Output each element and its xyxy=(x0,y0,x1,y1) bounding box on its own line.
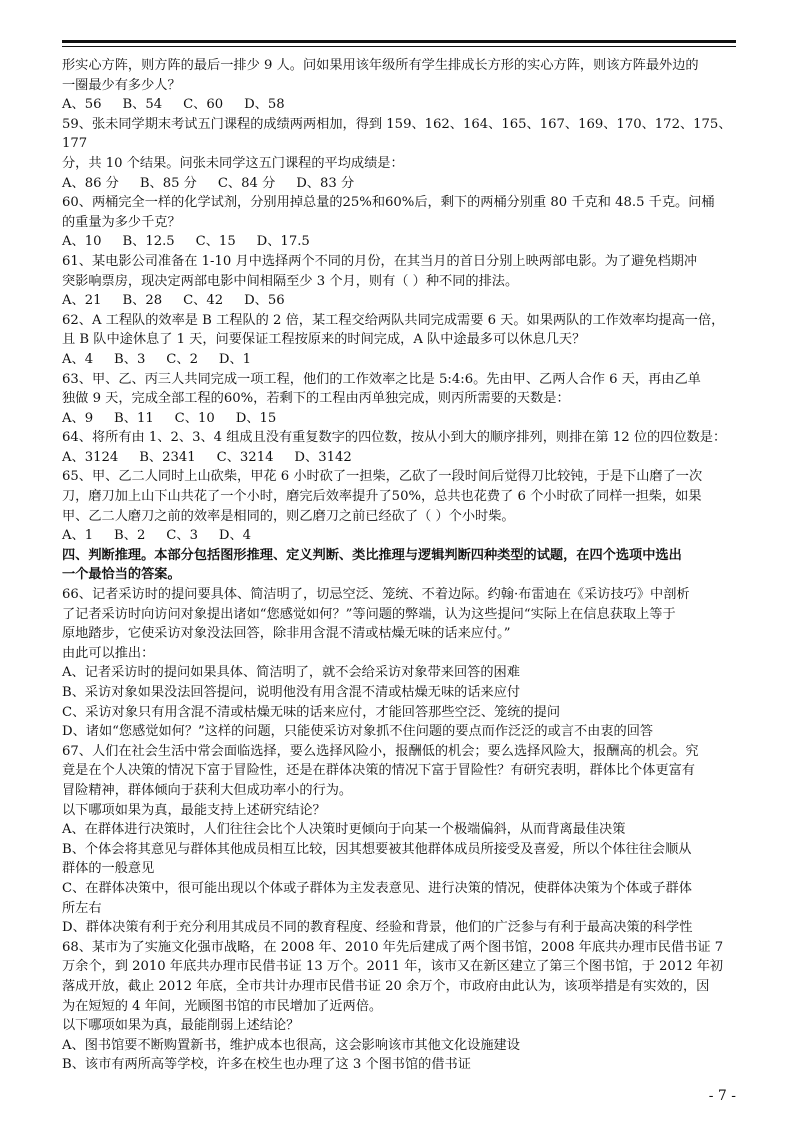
q68-line-5: 以下哪项如果为真，最能削弱上述结论？ xyxy=(62,1018,300,1034)
q67-option-d: D、群体决策有利于充分利用其成员不同的教育程度、经验和背景，他们的广泛参与有利于最高决策的科学性 xyxy=(62,920,693,936)
section-heading-line-1: 四、判断推理。本部分包括图形推理、定义判断、类比推理与逻辑判断四种类型的试题，在四个选项中选出 xyxy=(62,547,682,563)
q66-option-c: C、采访对象只有用含混不清或枯燥无味的话来应付，才能回答那些空泛、笼统的提问 xyxy=(62,704,561,720)
q64-line-1: 64、将所有由 1、2、3、4 组成且没有重复数字的四位数，按从小到大的顺序排列，则排在第 12 位的四位数是： xyxy=(62,430,727,446)
q65-line-2: 刀，磨刀加上山下山共花了一个小时，磨完后效率提升了50%，总共也花费了 6 个小时砍了同样一担柴，如果 xyxy=(62,489,702,505)
q60-options: A、10 B、12.5 C、15 D、17.5 xyxy=(62,234,310,250)
q58-line-2: 一圈最少有多少人？ xyxy=(62,77,181,93)
q62-line-1: 62、A 工程队的效率是 B 工程队的 2 倍，某工程交给两队共同完成需要 6 天。如果两队的工作效率均提高一倍， xyxy=(62,312,725,328)
q67-option-b-2: 群体的一般意见 xyxy=(62,861,155,877)
q58-options: A、56 B、54 C、60 D、58 xyxy=(62,97,285,113)
q66-line-2: 了记者采访时向访问对象提出诸如“您感觉如何？”等问题的弊端，认为这些提问“实际上在信息获取上等于 xyxy=(62,606,676,622)
q67-option-c-1: C、在群体决策中，很可能出现以个体或子群体为主发表意见、进行决策的情况，使群体决策为个体或子群体 xyxy=(62,880,692,896)
q60-line-1: 60、两桶完全一样的化学试剂，分别用掉总量的25%和60%后，剩下的两桶分别重 80 千克和 48.5 千克。问桶 xyxy=(62,195,715,211)
page-content xyxy=(62,56,738,1075)
q68-line-1: 68、某市为了实施文化强市战略，在 2008 年、2010 年先后建成了两个图书馆，2008 年底共办理市民借书证 7 xyxy=(62,939,724,955)
q67-line-3: 冒险精神，群体倾向于获利大但成功率小的行为。 xyxy=(62,782,353,798)
q68-option-b: B、该市有两所高等学校，许多在校生也办理了这 3 个图书馆的借书证 xyxy=(62,1057,471,1073)
q61-options: A、21 B、28 C、42 D、56 xyxy=(62,293,285,309)
q67-line-2: 竟是在个人决策的情况下富于冒险性，还是在群体决策的情况下富于冒险性？有研究表明，群体比个体更富有 xyxy=(62,763,695,779)
q61-line-2: 突影响票房，现决定两部电影中间相隔至少 3 个月，则有（ ）种不同的排法。 xyxy=(62,273,519,289)
q66-line-1: 66、记者采访时的提问要具体、简洁明了，切忌空泛、笼统、不着边际。约翰·布雷迪在《采访技巧》中剖析 xyxy=(62,587,690,603)
q68-line-3: 落成开放，截止 2012 年底，全市共计办理市民借书证 20 余万个，市政府由此认为，该项举措是有实效的，因 xyxy=(62,978,710,994)
q63-line-1: 63、甲、乙、丙三人共同完成一项工程，他们的工作效率之比是 5:4:6。先由甲、乙两人合作 6 天，再由乙单 xyxy=(62,371,701,387)
page-number: - 7 - xyxy=(708,1088,736,1104)
q68-option-a: A、图书馆要不断购置新书，维护成本也很高，这会影响该市其他文化设施建设 xyxy=(62,1037,520,1053)
header-rule-thick xyxy=(62,40,736,43)
q65-line-3: 甲、乙二人磨刀之前的效率是相同的，则乙磨刀之前已经砍了（ ）个小时柴。 xyxy=(62,508,515,524)
q61-line-1: 61、某电影公司准备在 1-10 月中选择两个不同的月份，在其当月的首日分别上映两部电影。为了避免档期冲 xyxy=(62,253,698,269)
q66-option-b: B、采访对象如果没法回答提问，说明他没有用含混不清或枯燥无味的话来应付 xyxy=(62,685,521,700)
q66-line-3: 原地踏步，它使采访对象没法回答，除非用含混不清或枯燥无味的话来应付。” xyxy=(62,626,511,642)
q67-option-b-1: B、个体会将其意见与群体其他成员相互比较，因其想要被其他群体成员所接受及喜爱，所以个体往往会顺从 xyxy=(62,841,692,857)
q59-options: A、86 分 B、85 分 C、84 分 D、83 分 xyxy=(62,175,355,191)
q65-line-1: 65、甲、乙二人同时上山砍柴，甲花 6 小时砍了一担柴，乙砍了一段时间后觉得刀比较钝，于是下山磨了一次 xyxy=(62,469,703,485)
q59-line-2: 分，共 10 个结果。问张未同学这五门课程的平均成绩是： xyxy=(62,155,404,171)
q60-line-2: 的重量为多少千克？ xyxy=(62,214,181,230)
q64-options: A、3124 B、2341 C、3214 D、3142 xyxy=(62,449,352,465)
q67-option-a: A、在群体进行决策时，人们往往会比个人决策时更倾向于向某一个极端偏斜，从而背离最佳决策 xyxy=(62,822,626,838)
q67-line-1: 67、人们在社会生活中常会面临选择，要么选择风险小，报酬低的机会；要么选择风险大，报酬高的机会。究 xyxy=(62,743,699,759)
section-heading-line-2: 一个最恰当的答案。 xyxy=(62,567,181,583)
q66-line-4: 由此可以推出： xyxy=(62,645,155,661)
q63-options: A、9 B、11 C、10 D、15 xyxy=(62,410,277,426)
header-rule-thin xyxy=(62,46,736,47)
q65-options: A、1 B、2 C、3 D、4 xyxy=(62,528,252,544)
q62-line-2: 且 B 队中途休息了 1 天，问要保证工程按原来的时间完成，A 队中途最多可以休息几天？ xyxy=(62,332,586,348)
q67-option-c-2: 所左右 xyxy=(62,900,102,916)
q66-option-a: A、记者采访时的提问如果具体、简洁明了，就不会给采访对象带来回答的困难 xyxy=(62,665,520,681)
q68-line-2: 万余个，到 2010 年底共办理市民借书证 13 万个。2011 年，该市又在新区建立了第三个图书馆，于 2012 年初 xyxy=(62,959,724,975)
q63-line-2: 独做 9 天，完成全部工程的60%，若剩下的工程由丙单独完成，则丙所需要的天数是： xyxy=(62,391,570,407)
q58-line-1: 形实心方阵，则方阵的最后一排少 9 人。问如果用该年级所有学生排成长方形的实心方阵，则该方阵最外边的 xyxy=(62,58,699,73)
q67-line-4: 以下哪项如果为真，最能支持上述研究结论？ xyxy=(62,802,326,818)
q62-options: A、4 B、3 C、2 D、1 xyxy=(62,351,252,367)
q68-line-4: 为在短短的 4 年间，光顾图书馆的市民增加了近两倍。 xyxy=(62,998,383,1014)
q59-line-1: 59、张未同学期末考试五门课程的成绩两两相加，得到 159、162、164、165、167、169、170、172、175、177 xyxy=(62,116,732,152)
q66-option-d: D、诸如“您感觉如何？”这样的问题，只能使采访对象抓不住问题的要点而作泛泛的或言不由衷的回答 xyxy=(62,724,654,740)
